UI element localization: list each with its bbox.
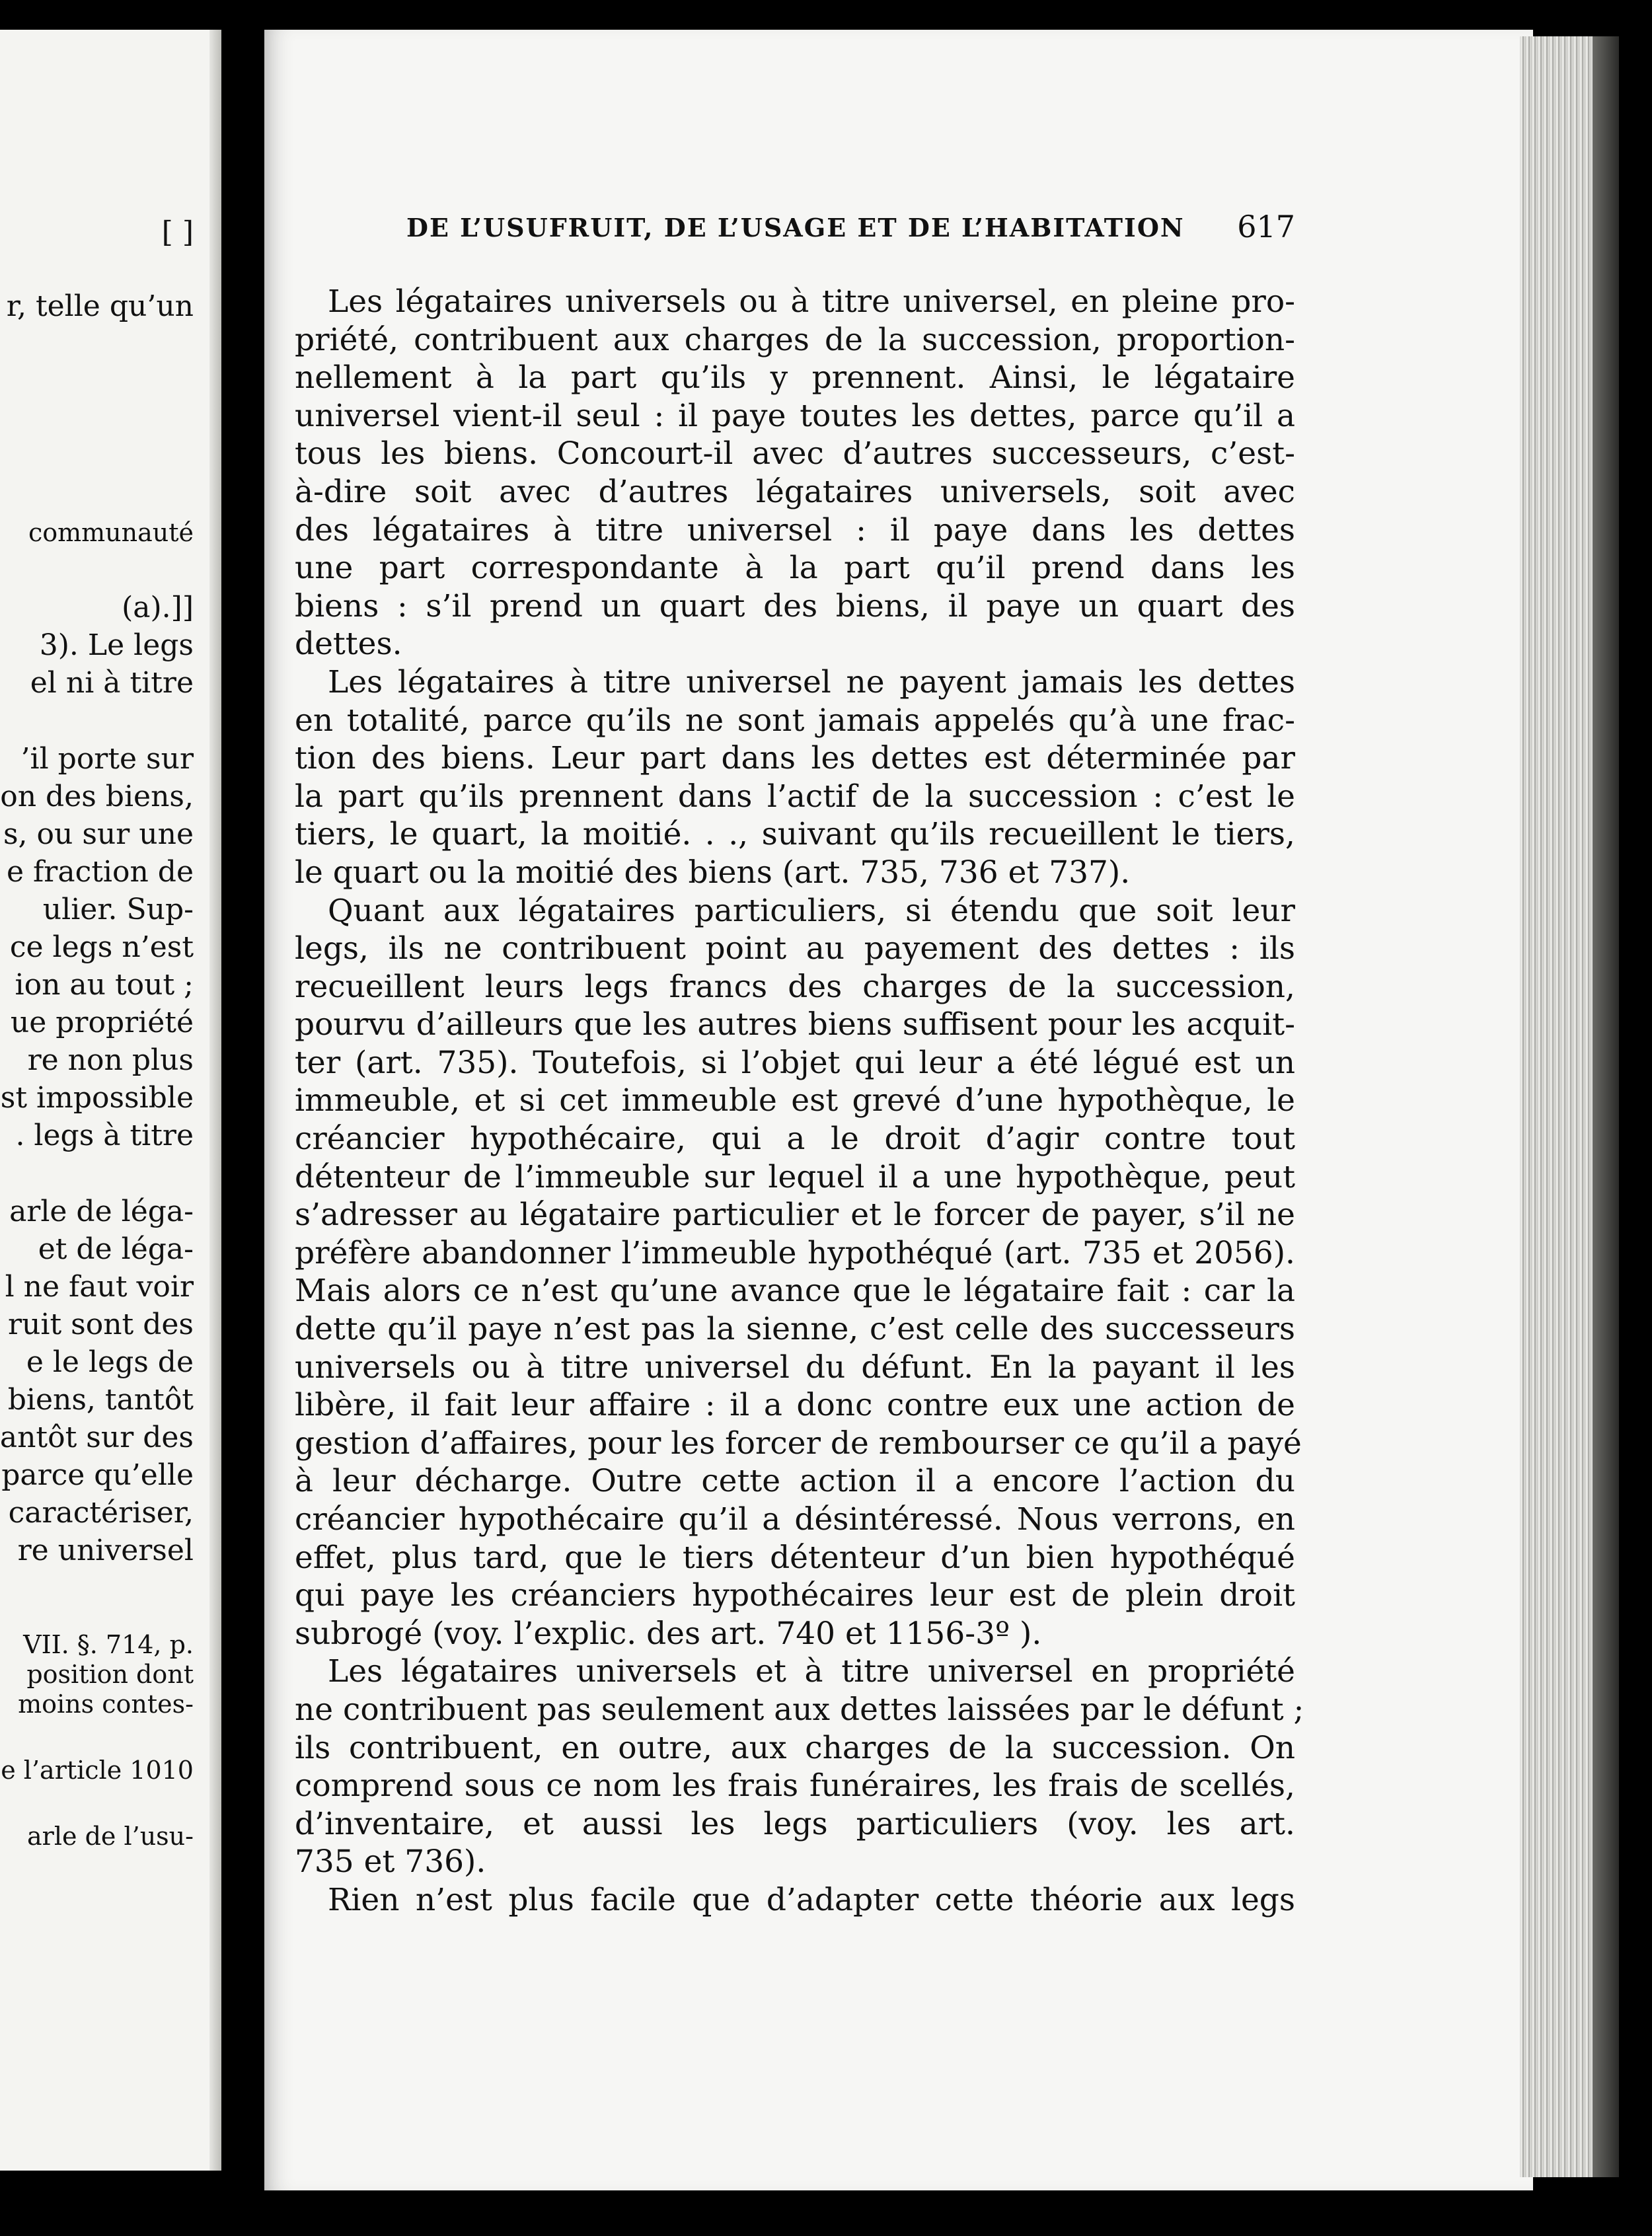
- left-fragment: re non plus: [27, 1043, 194, 1077]
- facing-page-left: [0, 30, 221, 2171]
- left-fragment: on des biens,: [0, 780, 194, 813]
- left-fragment: moins contes-: [18, 1690, 194, 1719]
- left-fragment: r, telle qu’un: [6, 289, 194, 323]
- running-title: DE L’USUFRUIT, DE L’USAGE ET DE L’HABITATION: [406, 213, 1185, 242]
- left-fragment: antôt sur des: [0, 1421, 194, 1454]
- left-fragment: caractériser,: [8, 1496, 194, 1530]
- text-line: dettes.: [295, 626, 402, 663]
- left-fragment: s, ou sur une: [3, 817, 194, 851]
- text-line: libère, il fait leur affaire : il a donc contre eux une action de: [295, 1387, 1295, 1424]
- text-line: tous les biens. Concourt-il avec d’autres successeurs, c’est-: [295, 435, 1295, 472]
- text-line: subrogé (voy. l’explic. des art. 740 et 1156-3º ).: [295, 1615, 1042, 1652]
- text-line: Les légataires à titre universel ne payent jamais les dettes: [328, 663, 1295, 700]
- text-line: des légataires à titre universel : il paye dans les dettes: [295, 511, 1295, 548]
- running-head: [406, 209, 1295, 252]
- text-line: Les légataires universels et à titre universel en propriété: [328, 1653, 1295, 1690]
- text-line: priété, contribuent aux charges de la succession, proportion-: [295, 321, 1295, 358]
- left-fragment: ruit sont des: [8, 1308, 194, 1341]
- text-line: dette qu’il paye n’est pas la sienne, c’est celle des successeurs: [295, 1311, 1295, 1348]
- left-fragment: e fraction de: [7, 855, 194, 889]
- page-number: 617: [1237, 209, 1295, 244]
- text-line: tion des biens. Leur part dans les dettes est déterminée par: [295, 740, 1295, 777]
- left-fragment: ’il porte sur: [20, 742, 194, 776]
- left-fragment: ulier. Sup-: [42, 893, 194, 926]
- text-line: effet, plus tard, que le tiers détenteur d’un bien hypothéqué: [295, 1539, 1295, 1576]
- left-fragment: position dont: [26, 1660, 194, 1689]
- text-line: Rien n’est plus facile que d’adapter cette théorie aux legs: [328, 1881, 1295, 1918]
- text-line: Les légataires universels ou à titre universel, en pleine pro-: [328, 283, 1295, 320]
- left-fragment: . legs à titre: [15, 1119, 194, 1152]
- left-fragment: arle de léga-: [9, 1195, 194, 1228]
- text-line: qui paye les créanciers hypothécaires leur est de plein droit: [295, 1577, 1295, 1614]
- text-line: ter (art. 735). Toutefois, si l’objet qui leur a été légué est un: [295, 1044, 1295, 1081]
- text-line: créancier hypothécaire, qui a le droit d’agir contre tout: [295, 1121, 1295, 1158]
- text-line: Quant aux légataires particuliers, si étendu que soit leur: [328, 892, 1295, 929]
- left-fragment: arle de l’usu-: [27, 1822, 194, 1851]
- text-line: une part correspondante à la part qu’il prend dans les: [295, 550, 1295, 587]
- text-line: universel vient-il seul : il paye toutes les dettes, parce qu’il a: [295, 397, 1295, 434]
- text-line: recueillent leurs legs francs des charges de la succession,: [295, 968, 1295, 1005]
- left-fragment: st impossible: [0, 1081, 194, 1115]
- text-line: Mais alors ce n’est qu’une avance que le légataire fait : car la: [295, 1273, 1295, 1310]
- text-line: legs, ils ne contribuent point au payement des dettes : ils: [295, 930, 1295, 967]
- left-fragment: et de léga-: [38, 1232, 194, 1266]
- left-fragment: 3). Le legs: [39, 628, 194, 662]
- text-line: la part qu’ils prennent dans l’actif de la succession : c’est le: [295, 778, 1295, 815]
- left-fragment: VII. §. 714, p.: [23, 1630, 194, 1659]
- edge-shadow: [1593, 36, 1619, 2177]
- text-line: biens : s’il prend un quart des biens, il paye un quart des: [295, 587, 1295, 624]
- text-line: créancier hypothécaire qu’il a désintéressé. Nous verrons, en: [295, 1501, 1295, 1538]
- left-fragment: ue propriété: [10, 1006, 194, 1039]
- text-line: à leur décharge. Outre cette action il a encore l’action du: [295, 1463, 1295, 1500]
- text-line: s’adresser au légataire particulier et le forcer de payer, s’il ne: [295, 1197, 1295, 1234]
- page-gutter: [209, 30, 221, 2171]
- left-fragment: e l’article 1010: [1, 1756, 194, 1785]
- text-line: immeuble, et si cet immeuble est grevé d’une hypothèque, le: [295, 1082, 1295, 1119]
- text-line: comprend sous ce nom les frais funéraires, les frais de scellés,: [295, 1768, 1295, 1805]
- left-fragment: (a).]]: [122, 591, 194, 624]
- left-fragment: communauté: [28, 518, 194, 547]
- left-fragment: biens, tantôt: [7, 1383, 194, 1417]
- text-line: pourvu d’ailleurs que les autres biens suffisent pour les acquit-: [295, 1006, 1295, 1043]
- text-line: tiers, le quart, la moitié. . ., suivant qu’ils recueillent le tiers,: [295, 816, 1295, 853]
- left-fragment: ion au tout ;: [15, 968, 194, 1002]
- left-fragment: l ne faut voir: [5, 1270, 194, 1304]
- text-line: détenteur de l’immeuble sur lequel il a une hypothèque, peut: [295, 1158, 1295, 1195]
- text-line: le quart ou la moitié des biens (art. 735, 736 et 737).: [295, 854, 1131, 891]
- book-page-edges: [1520, 36, 1619, 2177]
- left-fragment: parce qu’elle: [1, 1458, 194, 1492]
- text-line: à-dire soit avec d’autres légataires universels, soit avec: [295, 473, 1295, 510]
- text-line: 735 et 736).: [295, 1844, 486, 1881]
- left-fragment: re universel: [17, 1534, 194, 1567]
- left-fragment: ce legs n’est: [9, 930, 194, 964]
- text-line: préfère abandonner l’immeuble hypothéqué (art. 735 et 2056).: [295, 1234, 1295, 1271]
- left-fragment: e le legs de: [26, 1345, 194, 1379]
- left-fragment: el ni à titre: [30, 666, 194, 700]
- text-line: ils contribuent, en outre, aux charges de la succession. On: [295, 1729, 1295, 1766]
- body-text: [295, 283, 1304, 1919]
- text-line: nellement à la part qu’ils y prennent. Ainsi, le légataire: [295, 359, 1295, 396]
- text-line: en totalité, parce qu’ils ne sont jamais appelés qu’à une frac-: [295, 702, 1295, 739]
- text-line: universels ou à titre universel du défunt. En la payant il les: [295, 1349, 1295, 1386]
- left-fragment: [ ]: [161, 215, 194, 249]
- text-line: d’inventaire, et aussi les legs particuliers (voy. les art.: [295, 1805, 1295, 1842]
- text-line: gestion d’affaires, pour les forcer de rembourser ce qu’il a payé: [295, 1425, 1302, 1462]
- text-line: ne contribuent pas seulement aux dettes laissées par le défunt ;: [295, 1691, 1304, 1728]
